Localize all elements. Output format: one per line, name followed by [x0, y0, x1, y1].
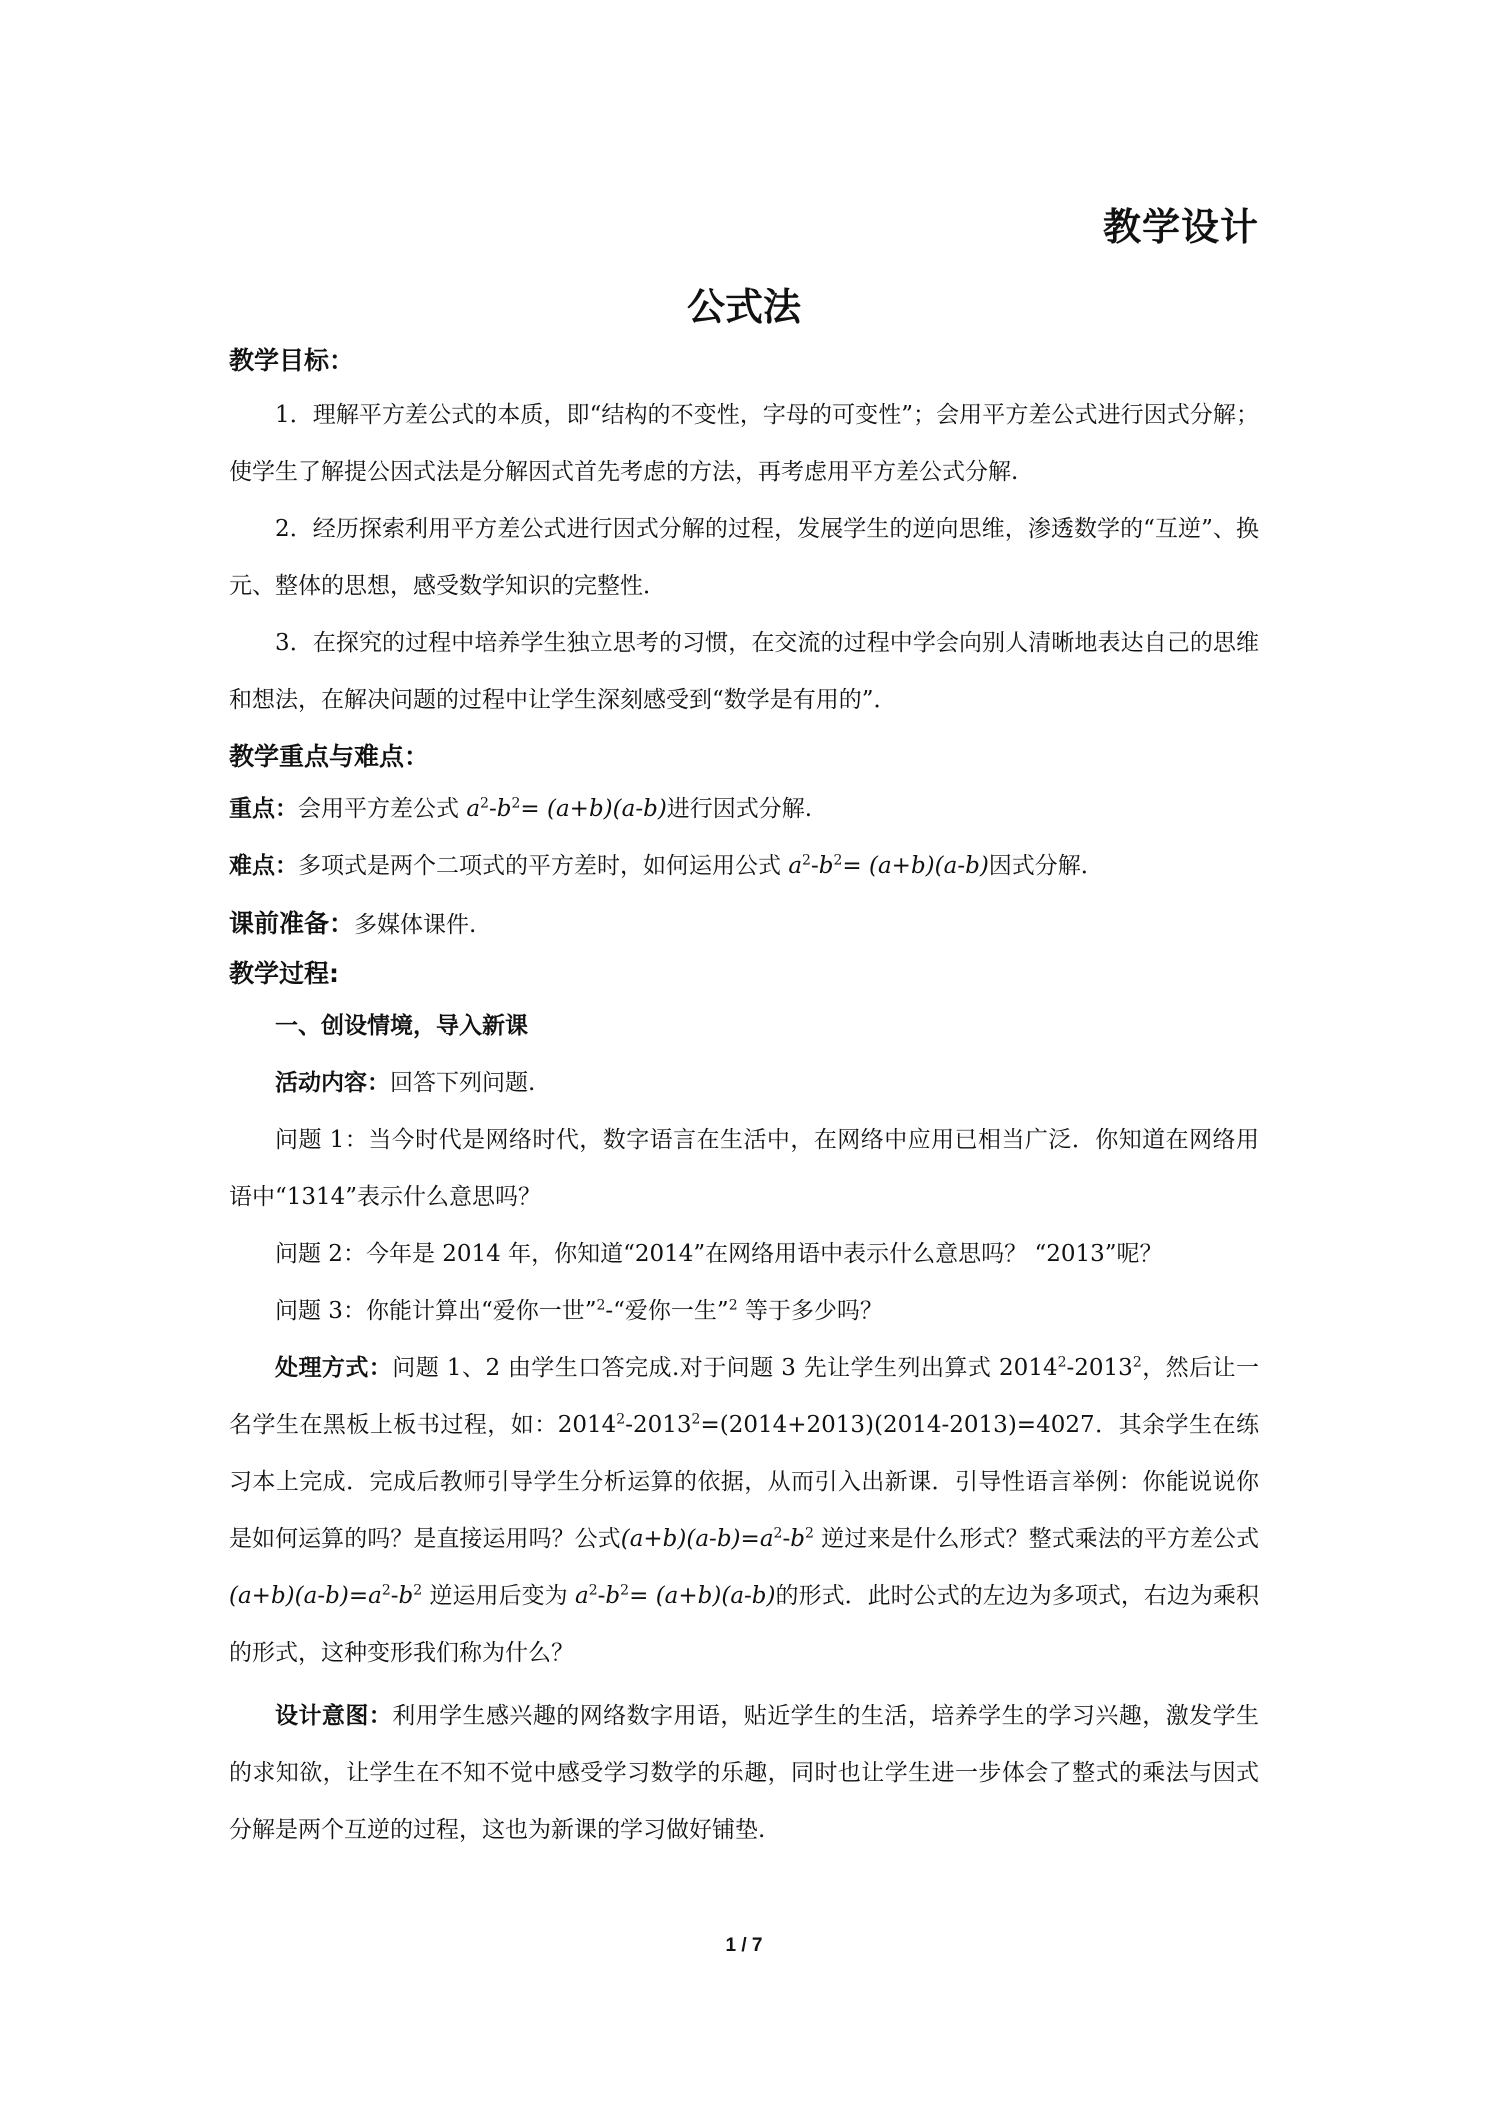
key-point-text-end: 进行因式分解.: [666, 796, 813, 822]
formula-minus: -: [597, 1583, 606, 1609]
objective-item-2: 2．经历探索利用平方差公式进行因式分解的过程，发展学生的逆向思维，渗透数学的“互逆”、换元、整体的思想，感受数学知识的完整性．: [229, 516, 1259, 599]
document-body: [229, 345, 1259, 1859]
document-type-label: 教学设计: [1102, 205, 1259, 249]
formula-a: a: [759, 1526, 774, 1552]
exponent: 2: [1132, 1354, 1142, 1371]
method-text-5: =(2014+2013)(2014-2013)=4027．其余学生在练习本上完成．完成后教师引导学生分析运算的依据，从而引入出新课．引导性语言举例：你能说说你是如何运算的吗？是直接运用吗？公式: [229, 1412, 1259, 1552]
formula-equals: =: [348, 1583, 369, 1609]
objective-item-3: 3．在探究的过程中培养学生独立思考的习惯，在交流的过程中学会向别人清晰地表达自己的思维和想法，在解决问题的过程中让学生深刻感受到“数学是有用的”．: [229, 630, 1259, 713]
method-label: 处理方式：: [275, 1355, 393, 1381]
formula-a: a: [466, 796, 481, 822]
exponent: 2: [616, 1411, 626, 1428]
formula-exponent: 2: [773, 1525, 783, 1542]
page-number: 1 / 7: [725, 1935, 763, 1956]
activity-label: 活动内容：: [275, 1070, 390, 1096]
activity-line: [229, 1055, 1259, 1112]
preparation-line: [229, 895, 1259, 954]
preparation-label: 课前准备：: [229, 909, 355, 938]
formula-exponent: 2: [480, 795, 489, 812]
exponent: 2: [1057, 1354, 1067, 1371]
formula-exponent: 2: [588, 1582, 598, 1599]
difficulty-label: 难点：: [229, 853, 298, 879]
question-2: 问题 2：今年是 2014 年，你知道“2014”在网络用语中表示什么意思吗？ “2013”呢？: [275, 1241, 1163, 1267]
key-point-line: [229, 781, 1259, 838]
formula-exponent: 2: [511, 795, 521, 812]
formula-b: b: [818, 853, 834, 879]
formula-exponent: 2: [620, 1582, 630, 1599]
formula-a: a: [788, 853, 803, 879]
formula-a: a: [575, 1583, 589, 1609]
formula-exponent: 2: [833, 852, 843, 869]
exponent: 2: [691, 1411, 701, 1428]
key-point-text-start: 会用平方差公式: [298, 796, 467, 822]
formula-product: (a+b)(a-b): [620, 1526, 741, 1552]
design-intent-text: 利用学生感兴趣的网络数字用语，贴近学生的生活，培养学生的学习兴趣，激发学生的求知欲，让学生在不知不觉中感受学习数学的乐趣，同时也让学生进一步体会了整式的乘法与因式分解是两个互逆的过程，这也为新课的学习做好铺垫.: [229, 1703, 1260, 1843]
formula-exponent: 2: [413, 1582, 423, 1599]
difficulty-line: [229, 838, 1259, 895]
question-3: [229, 1283, 1259, 1340]
formula-equals: =: [520, 796, 547, 822]
objectives-heading: 教学目标：: [229, 346, 355, 375]
formula-b: b: [398, 1583, 414, 1609]
difficulty-text-start: 多项式是两个二项式的平方差时，如何运用公式: [298, 853, 789, 879]
design-intent-paragraph: [229, 1688, 1259, 1859]
formula-exponent: 2: [802, 852, 811, 869]
section-1-title: 一、创设情境，导入新课: [275, 1013, 528, 1039]
formula-exponent: 2: [381, 1582, 391, 1599]
method-text-3: ，然后让一名学生在黑板上板书过程，如：2014: [229, 1355, 1259, 1438]
difficulty-text-end: 因式分解．: [988, 853, 1104, 879]
formula-product: (a+b)(a-b): [229, 1583, 349, 1609]
formula-equals: =: [740, 1526, 760, 1552]
process-heading: 教学过程:: [229, 959, 339, 988]
method-paragraph: [229, 1340, 1259, 1682]
objective-item-1: 1．理解平方差公式的本质，即“结构的不变性，字母的可变性”；会用平方差公式进行因式分解；使学生了解提公因式法是分解因式首先考虑的方法，再考虑用平方差公式分解.: [229, 402, 1259, 485]
method-text-1: 问题 1、2 由学生口答完成.对于问题 3 先让学生列出算式 2014: [392, 1355, 1058, 1381]
formula-a: a: [368, 1583, 382, 1609]
formula-exponent: 2: [804, 1525, 814, 1542]
formula-product: (a+b)(a-b): [546, 796, 667, 822]
method-text-2: -2013: [1066, 1355, 1133, 1381]
formula-minus: -: [488, 796, 497, 822]
formula-product: (a+b)(a-b): [655, 1583, 776, 1609]
design-intent-label: 设计意图：: [275, 1703, 393, 1729]
formula-equals: =: [842, 853, 869, 879]
formula-b: b: [496, 796, 512, 822]
formula-product: (a+b)(a-b): [868, 853, 989, 879]
question-3-text-a: 问题 3：你能计算出“爱你一世”: [275, 1298, 597, 1324]
formula-minus: -: [782, 1526, 791, 1552]
preparation-text: 多媒体课件.: [354, 912, 477, 938]
method-text-8: 的形式．此时公式的左边为多项式，右边为乘积的形式，这种变形我们称为什么？: [229, 1583, 1260, 1666]
activity-text: 回答下列问题.: [390, 1070, 536, 1096]
exponent: 2: [596, 1297, 606, 1314]
formula-b: b: [790, 1526, 805, 1552]
page-title: 公式法: [686, 285, 801, 329]
question-3-text-c: 等于多少吗？: [737, 1298, 883, 1324]
method-text-4: -2013: [625, 1412, 692, 1438]
keypoints-heading: 教学重点与难点：: [229, 742, 430, 771]
formula-minus: -: [390, 1583, 399, 1609]
formula-equals: =: [629, 1583, 656, 1609]
key-point-label: 重点：: [229, 796, 298, 822]
question-1: 问题 1：当今时代是网络时代，数字语言在生活中，在网络中应用已相当广泛．你知道在网络用语中“1314”表示什么意思吗？: [229, 1127, 1259, 1210]
method-text-6: 逆过来是什么形式？整式乘法的平方差公式: [813, 1526, 1260, 1552]
question-3-text-b: -“爱你一生”: [605, 1298, 729, 1324]
formula-b: b: [605, 1583, 621, 1609]
method-text-7: 逆运用后变为: [422, 1583, 575, 1609]
formula-minus: -: [810, 853, 819, 879]
exponent: 2: [728, 1297, 738, 1314]
